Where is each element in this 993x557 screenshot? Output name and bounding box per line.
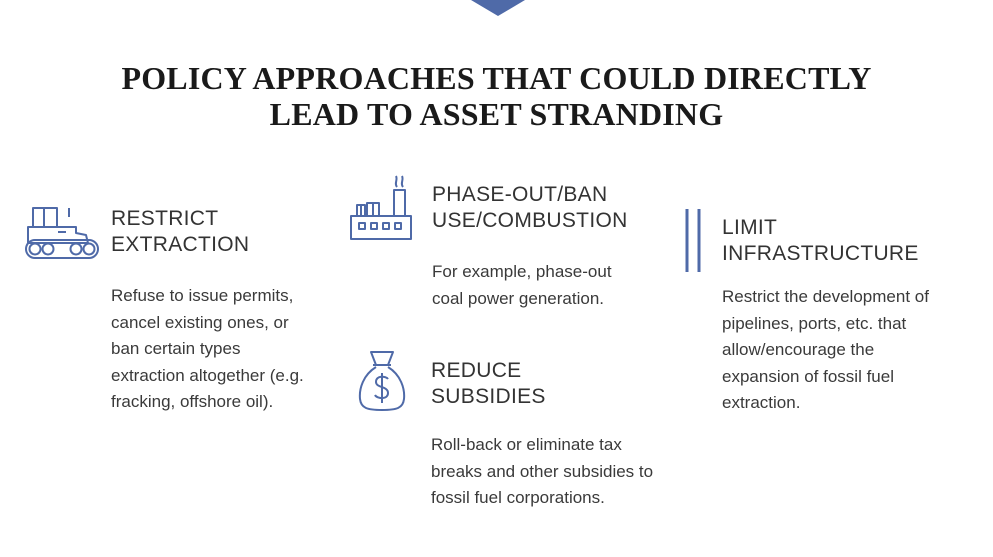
reduce-subsidies-heading-line-2: SUBSIDIES (431, 385, 546, 408)
phase-out-ban-heading (432, 182, 628, 234)
limit-infrastructure-heading-line-2: INFRASTRUCTURE (722, 242, 919, 265)
limit-infrastructure-heading (722, 215, 919, 267)
restrict-extraction-heading (111, 206, 249, 258)
reduce-subsidies-heading (431, 358, 546, 410)
phase-out-ban-heading-line-2: USE/COMBUSTION (432, 209, 628, 232)
page-title (0, 60, 993, 132)
page-title-line-2: LEAD TO ASSET STRANDING (269, 96, 724, 132)
factory-icon (349, 175, 413, 243)
limit-infrastructure-heading-line-1: LIMIT (722, 216, 778, 239)
top-chevron-marker (471, 0, 525, 16)
pipeline-bars-icon (684, 209, 704, 273)
reduce-subsidies-heading-line-1: REDUCE (431, 359, 522, 382)
restrict-extraction-description: Refuse to issue permits, cancel existing ones, or ban certain types extraction altogether (e.g. fracking, offshore oil). (111, 286, 304, 411)
limit-infrastructure-description: Restrict the development of pipelines, ports, etc. that allow/encourage the expansion of fossil fuel extraction. (722, 287, 929, 412)
money-bag-icon (357, 349, 407, 413)
phase-out-ban-description: For example, phase-out coal power generation. (432, 262, 612, 308)
restrict-extraction-heading-line-2: EXTRACTION (111, 233, 250, 256)
reduce-subsidies-description: Roll-back or eliminate tax breaks and other subsidies to fossil fuel corporations. (431, 435, 654, 507)
page-title-line-1: POLICY APPROACHES THAT COULD DIRECTLY (121, 60, 872, 96)
restrict-extraction-heading-line-1: RESTRICT (111, 207, 219, 230)
phase-out-ban-heading-line-1: PHASE-OUT/BAN (432, 183, 608, 206)
bulldozer-icon (24, 205, 100, 261)
